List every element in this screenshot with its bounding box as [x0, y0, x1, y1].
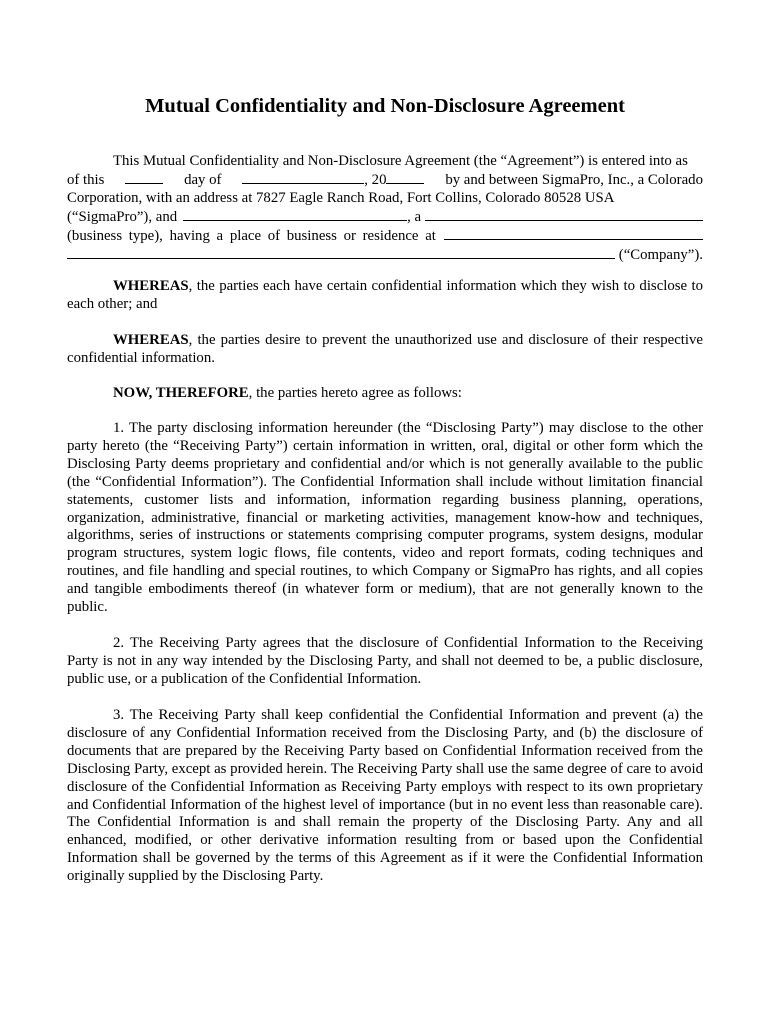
intro-line-5: [67, 227, 703, 246]
intro-text: day of: [184, 171, 222, 188]
intro-line-2: [67, 171, 703, 190]
intro-line-1: [67, 153, 703, 171]
whereas-keyword: WHEREAS: [113, 278, 189, 294]
whereas-keyword: WHEREAS: [113, 332, 189, 348]
intro-text: (business type), having a place of business or residence at: [67, 227, 436, 244]
address-blank-2[interactable]: [67, 246, 615, 259]
intro-text: of this: [67, 171, 105, 188]
whereas-paragraph-1: [67, 278, 703, 314]
now-therefore-paragraph: [67, 385, 703, 403]
day-blank[interactable]: [125, 171, 163, 184]
intro-text: Corporation, with an address at 7827 Eagle Ranch Road, Fort Collins, Colorado 80528 USA: [67, 189, 615, 206]
whereas-paragraph-2: [67, 332, 703, 368]
intro-paragraph: [67, 153, 703, 264]
clause-2: 2. The Receiving Party agrees that the disclosure of Confidential Information to the Receiving Party is not in any way intended by the Disclosing Party, and shall not deemed to be, a public disclosure, public use, or a publication of the Confidential Information.: [67, 635, 703, 687]
clause-1: 1. The party disclosing information hereunder (the “Disclosing Party”) may disclose to the other party hereto (the “Receiving Party”) certain information in written, oral, digital or other form which the Disclosing Party deems proprietary and confidential and/or which is not generally available to the public (the “Confidential Information”). The Confidential Information shall include without limitation financial statements, customer lists and information, information regarding business planning, operations, organization, administrative, financial or marketing activities, management know-how and techniques, algorithms, series of instructions or statements comprising computer programs, system designs, modular program structures, system logic flows, file contents, video and report formats, coding techniques and routines, and file handling and special routines, to which Company or SigmaPro has rights, and all copies and tangible embodiments thereof (in whatever form or medium), that are not generally known to the public.: [67, 420, 703, 616]
now-therefore-text: , the parties hereto agree as follows:: [248, 385, 462, 401]
clause-3: 3. The Receiving Party shall keep confidential the Confidential Information and prevent (a) the disclosure of any Confidential Information received from the Disclosing Party, and (b) the disclosure of documents that are prepared by the Receiving Party based on Confidential Information received from the Disclosing Party, except as provided herein. The Receiving Party shall use the same degree of care to avoid disclosure of the Confidential Information as Receiving Party employs with respect to its own proprietary and Confidential Information of the highest level of importance (but in no event less than reasonable care). The Confidential Information is and shall remain the property of the Disclosing Party. Any and all enhanced, modified, or other derivative information resulting from or based upon the Confidential Information shall be governed by the terms of this Agreement as if it were the Confidential Information originally supplied by the Disclosing Party.: [67, 707, 703, 885]
intro-text: , a: [407, 208, 422, 225]
agreement-title: Mutual Confidentiality and Non-Disclosure Agreement: [145, 95, 625, 117]
intro-line-6: [67, 246, 703, 265]
company-type-blank[interactable]: [425, 208, 703, 221]
now-therefore-keyword: NOW, THEREFORE: [113, 385, 249, 401]
year-blank[interactable]: [386, 171, 424, 184]
intro-text: (“SigmaPro”), and: [67, 208, 178, 225]
intro-line-3: [67, 190, 703, 208]
address-blank[interactable]: [444, 227, 703, 240]
intro-text: This Mutual Confidentiality and Non-Disclosure Agreement (the “Agreement”) is entered into as: [113, 153, 688, 169]
intro-text: (“Company”).: [618, 246, 703, 263]
intro-text: by and between SigmaPro, Inc., a Colorado: [445, 171, 703, 188]
whereas-text: , the parties each have certain confidential information which they wish to disclose to each other; and: [67, 278, 703, 312]
month-blank[interactable]: [242, 171, 364, 184]
whereas-text: , the parties desire to prevent the unauthorized use and disclosure of their respective confidential information.: [67, 332, 703, 366]
company-name-blank[interactable]: [183, 208, 407, 221]
intro-text: , 20: [364, 171, 387, 188]
intro-line-4: [67, 208, 703, 227]
